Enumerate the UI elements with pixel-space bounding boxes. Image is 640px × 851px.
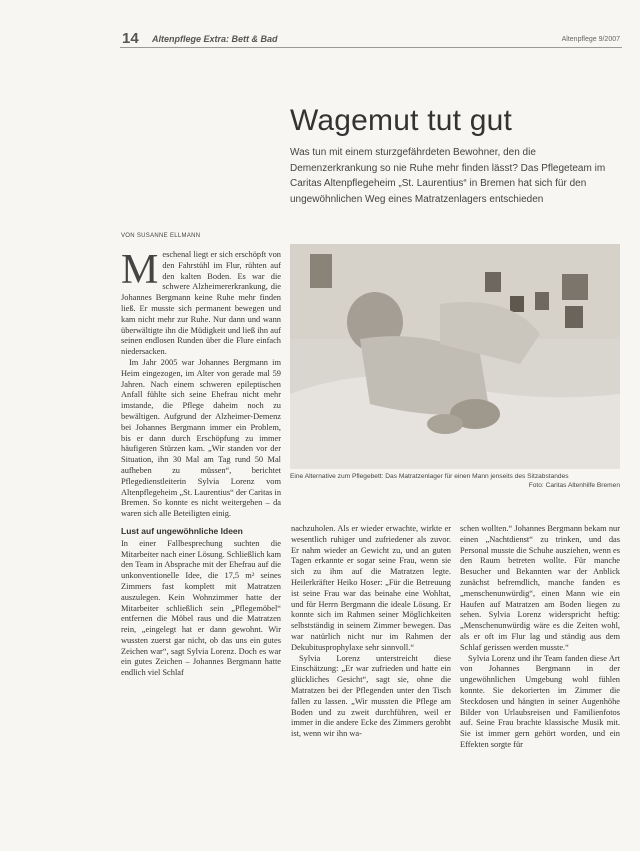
subheading: Lust auf ungewöhnliche Ideen [121, 525, 243, 536]
column-2 [291, 524, 451, 740]
column-3 [460, 524, 620, 751]
article-title: Wagemut tut gut [290, 104, 512, 137]
paragraph: In einer Fallbesprechung suchten die Mitarbeiter nach einer Lösung. Schließlich kam den Team in Absprache mit der Ehefrau auf die unkonventionelle Idee, die 17,5 m² seines Zimmers fast komplett mit Matratzen auszulegen. Kein Wohnzimmer hatte der Mitarbeiter schließlich sein „Pflegemöbel“ entfernen die Möbel raus und die Matratzen rein, „eingelegt hat er dann gewohnt. Wir wussten zuerst gar nicht, ob das uns ein gutes Zeichen war“, sagt Sylvia Lorenz. Doch es war ein gutes Zeichen – Johannes Bergmann hatte endlich viel Schlaf [121, 538, 282, 678]
article-lead: Was tun mit einem sturzgefährdeten Bewohner, den die Demenzerkrankung so nie Ruhe mehr finden lässt? Das Pflegeteam im Caritas Altenpflegeheim „St. Laurentius“ in Bremen hat sich für den ungewöhnlichen Weg eines Matratzenlagers entschieden [290, 147, 606, 205]
column-1 [121, 247, 282, 679]
byline: VON SUSANNE ELLMANN [121, 233, 201, 239]
paragraph: nachzuholen. Als er wieder erwachte, wirkte er wesentlich ruhiger und zufriedener als zuvor. Er nahm wieder an Gewicht zu, und an guten Tagen erkannte er sogar seine Frau, wenn sie sich zu ihm auf die Matratzen legte. Heilerkräfter Heiko Hoser: „Für die Betreuung ist seine Frau war das beinahe eine Wohltat, und für Herrn Bergmann die ideale Lösung. Er konnte sich im Rahmen seiner Möglichkeiten selbstständig in seinem Zimmer bewegen. Das war natürlich nicht nur im Rahmen der Dekubitusprophylaxe sehr sinnvoll.“ [291, 524, 451, 652]
article-photo [290, 244, 620, 469]
issue-label: Altenpflege 9/2007 [561, 36, 620, 43]
paragraph: eschenal liegt er sich erschöpft von den Fahrstühl im Flur, rühten auf den kalten Boden. Es war die schwere Alzheimererkrankung, die Johannes Bergmann keine Ruhe mehr finden ließ. Er musste sich permanent bewegen und kam nicht mehr zur Ruhe. Nur dann und wann überwältigte ihn die Müdigkeit und ließ ihn auf seinen endlosen Runden über die Flure einfach niedersacken. [121, 250, 281, 357]
paragraph: schen wollten.“ Johannes Bergmann bekam nur einen „Nachtdienst“ zu trinken, und das Personal musste die Schuhe ausziehen, wenn es den Raum betreten wollte. Für manche Besucher und Bekannten war der Anblick zunächst befremdlich, manche fanden es „menschenunwürdig“, einen Mann wie ein Haufen auf Matratzen am Boden liegen zu sehen. Sylvia Lorenz widerspricht heftig: „Menschenunwürdig wäre es die Zeiten wohl, als er oft im Flur lag und ständig aus dem Schlaf gerissen werden musste.“ [460, 524, 620, 652]
paragraph: Im Jahr 2005 war Johannes Bergmann im Heim eingezogen, im Alter von gerade mal 59 Jahren. Nach einem schweren epileptischen Anfall fühlte sich seine Ehefrau nicht mehr imstande, die Pflege daheim noch zu bewältigen. Aufgrund der Alzheimer-Demenz bei Johannes Bergmann immer ein Problem, bis er dann durch Erschöpfung zu immer häufigeren Stürzen kam. „Wir standen vor der Situation, ihn 30 Mal am Tag rund 50 Mal aufheben zu müssen“, berichtet Pflegedienstleiterin Sylvia Lorenz vom Altenpflegeheim „St. Laurentius“ der Caritas in Bremen. So konnte es nicht weitergehen – da waren sich alle Beteiligten einig. [121, 357, 282, 519]
caption-text: Eine Alternative zum Pflegebett: Das Matratzenlager für einen Mann jenseits des Sitzabstandes [290, 473, 569, 480]
header-rule [120, 47, 622, 48]
photo-illustration [290, 244, 620, 469]
drop-cap: M [121, 247, 159, 293]
page-number: 14 [122, 30, 139, 47]
paragraph: Sylvia Lorenz unterstreicht diese Einschätzung: „Er war zufrieden und hatte ein glückliches Gesicht“, sagt sie, ohne die Matratzen bei der Pflegenden unter den Tisch fallen zu lassen. „Wir mussten die Pflege am Boden und zu zweit durchführen, weil er immer in die andere Ecke des Zimmers gerobbt ist, wenn wir ihn wa- [291, 653, 451, 739]
photo-credit: Foto: Caritas Altenhilfe Bremen [528, 482, 620, 489]
photo-caption [290, 472, 620, 490]
paragraph: Sylvia Lorenz und ihr Team fanden diese Art von Johannes Bergmann in der ungewöhnlichen Umgebung wohl fühlen konnte. Sie dekorierten im Zimmer die Steckdosen und hängten in seiner Augenhöhe Bilder von Urlaubsreisen und Familienfotos auf. Seine Frau brachte klassische Musik mit. Sie ist immer gern gehört worden, und ein Effekten sorgte für [460, 653, 620, 749]
section-title: Altenpflege Extra: Bett & Bad [152, 34, 278, 44]
